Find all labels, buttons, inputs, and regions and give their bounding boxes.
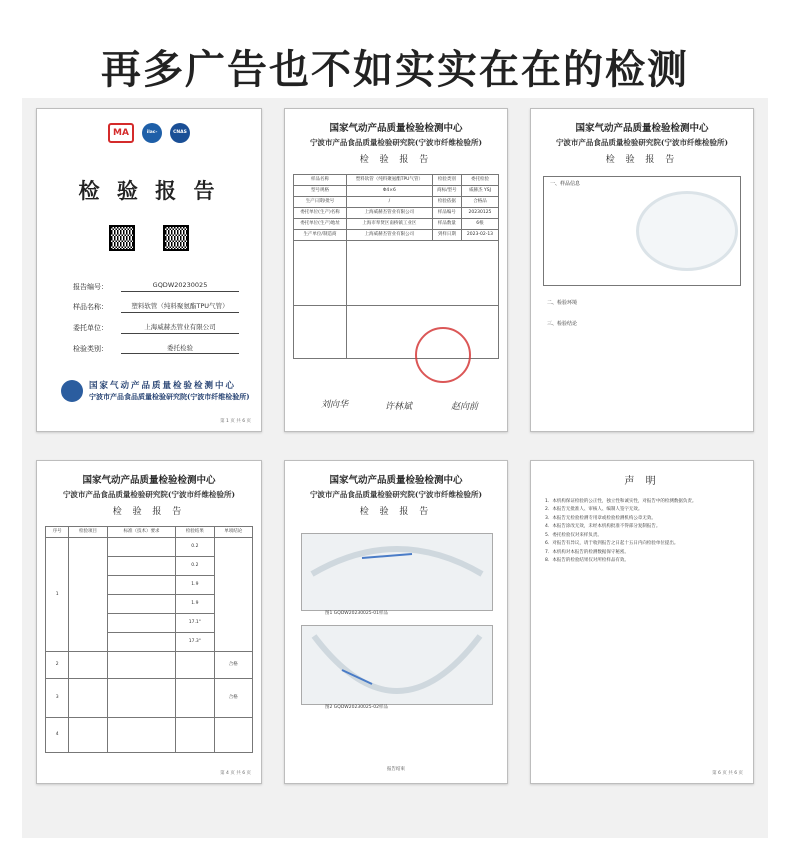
page-number: 第 4 页 共 6 页 [220,770,251,776]
cover-title: 检 验 报 告 [78,178,220,203]
lab-name: 国家气动产品质量检验检测中心 [329,475,463,486]
ilac-logo-icon: ilac-MRA [142,123,162,143]
cover-lab-name: 国家气动产品质量检验检测中心 [89,380,237,391]
declaration-line: 5．委托检验仅对来样负责。 [545,532,602,538]
field-report-no: 报告编号： GQDW20230025 [73,281,261,292]
tube-curve-icon [302,626,492,704]
summary-table [293,174,499,359]
table-row: 委托单位(生产)名称 上海威赫杰管业有限公司 样品编号 20230125 [294,208,499,219]
field-sample-name: 样品名称： 塑料软管（纯料聚氨酯TPU气管） [73,302,261,313]
declaration-line: 7．本机构对本报告的检测数据保守秘密。 [545,549,629,555]
page-number: 第 6 页 共 6 页 [712,770,743,776]
declaration-line: 4．本报告涂改无效，未经本机构批准不得部分复制报告。 [545,524,661,530]
table-row: 2 合格 [46,652,253,679]
page-number: 第 1 页 共 6 页 [220,418,251,424]
institute-name: 宁波市产品食品质量检验研究院(宁波市纤维检验所) [62,489,236,499]
table-row: 生产单位/制造商 上海威赫杰管业有限公司 到样日期 2023-02-13 [294,230,499,241]
qr-code-icon [163,225,189,251]
table-row: 生产日期/批号 / 检验依据 合格品 [294,197,499,208]
table-row: 样品名称 塑料软管（纯料聚氨酯TPU气管） 检验类别 委托检验 [294,175,499,186]
section-heading: 二、检验环境 [547,300,578,307]
institute-emblem-icon [61,380,83,402]
lab-name: 国家气动产品质量检验检测中心 [82,475,216,486]
report-sheet-3[interactable] [530,108,754,432]
field-client: 委托单位： 上海威赫杰管业有限公司 [73,323,261,334]
certificate-grid [22,98,768,838]
table-row: 1.9 [46,595,253,614]
cover-institute: 宁波市产品食品质量检验研究院(宁波市纤维检验所) [89,392,250,402]
lab-name: 国家气动产品质量检验检测中心 [329,123,463,134]
institute-name: 宁波市产品食品质量检验研究院(宁波市纤维检验所) [555,137,729,147]
report-sheet-4[interactable] [36,460,262,784]
lab-name: 国家气动产品质量检验检测中心 [575,123,709,134]
tube-test-photo [301,533,493,611]
declaration-line: 3．本报告无检验检测专用章或检验检测机构公章无效。 [545,515,656,521]
table-row: 3 合格 [46,679,253,718]
report-end-note: 报告结束 [387,767,405,772]
declaration-line: 8．本报告的检验结果仅对所检样品有效。 [545,558,629,564]
table-row: 4 [46,718,253,753]
declaration-line: 6．对报告有异议，请于收到报告之日起十五日内向检验单位提出。 [545,541,679,547]
table-row: 1.9 [46,576,253,595]
signature: 许林斌 [385,402,413,412]
declaration-title: 声 明 [624,476,660,487]
tube-test-photo [301,625,493,705]
table-row: 17.3° [46,633,253,652]
signature: 刘向华 [321,400,349,410]
qr-code-icon [109,225,135,251]
doc-title: 检 验 报 告 [112,506,186,517]
signature: 赵向前 [451,402,479,412]
official-seal-icon [415,327,471,383]
field-category: 检验类别： 委托检验 [73,344,261,355]
tube-sample-photo [636,191,738,271]
table-row [294,241,499,306]
table-row: 委托单位(生产)地址 上海市奉贤区南桥镇工业区 样品数量 6根 [294,219,499,230]
doc-title: 检 验 报 告 [605,154,679,165]
table-row: 序号 检验项目 标准（技术）要求 检验结果 单项结论 [46,527,253,538]
section-heading: 一、样品信息 [550,181,581,188]
results-table [45,526,253,753]
cover-sheet[interactable] [36,108,262,432]
table-row: 型号规格 Φ4×6 商标/型号 威赫杰 YSJ [294,186,499,197]
table-row: 0.2 [46,557,253,576]
declaration-line: 1．本机构保证检验的公正性，独立性和诚实性，对报告中的检测数据负责。 [545,498,697,504]
doc-title: 检 验 报 告 [359,506,433,517]
institute-name: 宁波市产品食品质量检验研究院(宁波市纤维检验所) [309,489,483,499]
tube-curve-icon [302,534,492,610]
photo-caption: 图1 GQDW20230025-01样品 [325,611,388,616]
doc-title: 检 验 报 告 [359,154,433,165]
table-row: 17.1° [46,614,253,633]
cnas-logo-icon: CNAS [170,123,190,143]
page-headline: 再多广告也不如实实在在的检测 [101,47,689,93]
report-sheet-5[interactable] [284,460,508,784]
declaration-sheet[interactable] [530,460,754,784]
declaration-line: 2．本报告无批准人、审核人、编制人签字无效。 [545,507,643,513]
institute-name: 宁波市产品食品质量检验研究院(宁波市纤维检验所) [309,137,483,147]
table-row: 1 0.2 [46,538,253,557]
ma-logo-icon: MA [108,123,134,143]
sample-info-box [543,176,741,286]
section-heading: 三、检验结论 [547,320,578,327]
report-sheet-2[interactable] [284,108,508,432]
photo-caption: 图2 GQDW20230025-02样品 [325,705,388,710]
